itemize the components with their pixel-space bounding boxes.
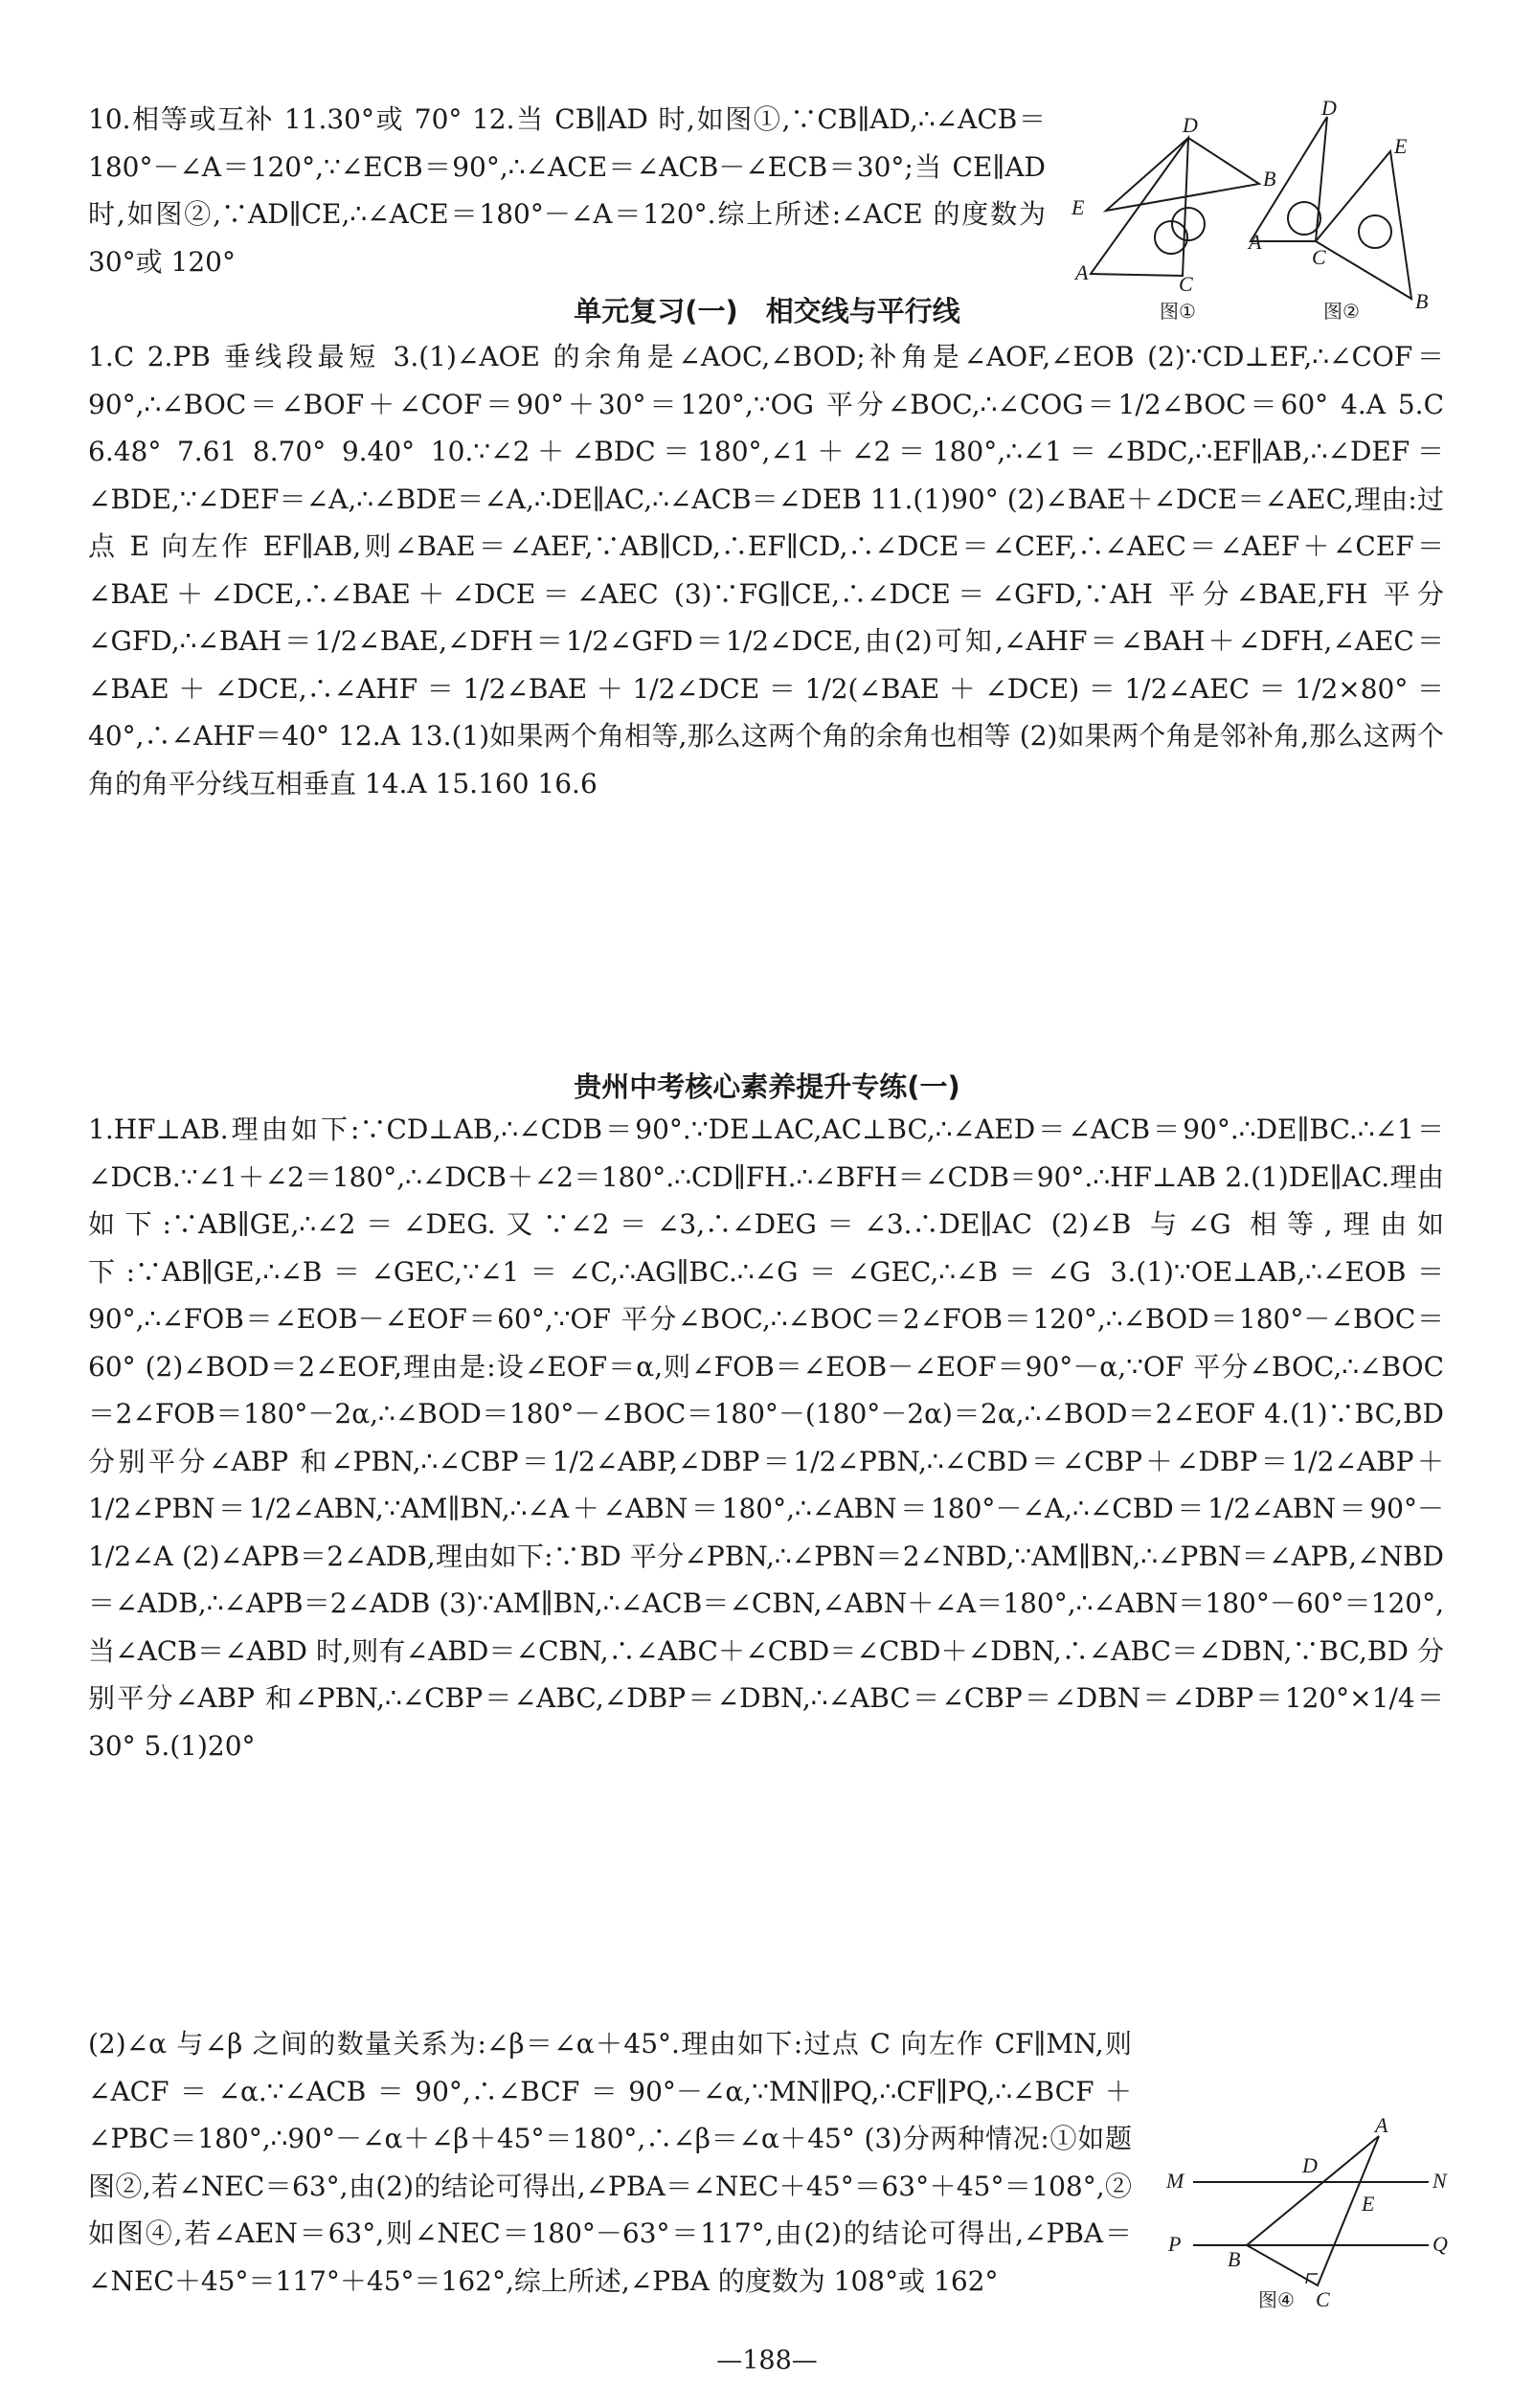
figure-4-label: E bbox=[1362, 2192, 1375, 2216]
figure-4-label: A bbox=[1375, 2113, 1388, 2137]
figure-2-label: B bbox=[1415, 289, 1429, 313]
section-heading-guizhou-practice: 贵州中考核心素养提升专练(一) bbox=[574, 1070, 960, 1103]
figure-1-triangle-a bbox=[1106, 138, 1259, 211]
figure-4 bbox=[1159, 2111, 1446, 2316]
figure-2-label: A bbox=[1249, 230, 1262, 254]
figure-2-triangle-b bbox=[1316, 151, 1411, 299]
figure-1-circle-a bbox=[1172, 208, 1205, 240]
figure-2-circle-b bbox=[1359, 215, 1391, 248]
figure-4-label: B bbox=[1228, 2247, 1241, 2271]
answers-q10-12: 10.相等或互补 11.30°或 70° 12.当 CB∥AD 时,如图①,∵CB∥AD,∴∠ACB＝180°－∠A＝120°,∵∠ECB＝90°,∴∠ACE＝∠ACB－∠ECB＝30°;当 CE∥AD 时,如图②,∵AD∥CE,∴∠ACE＝180°－∠A＝120°.综上所述:∠ACE 的度数为 30°或 120° bbox=[88, 103, 1046, 278]
answers-unit-review: 1.C 2.PB 垂线段最短 3.(1)∠AOE 的余角是∠AOC,∠BOD;补角是∠AOF,∠EOB (2)∵CD⊥EF,∴∠COF＝90°,∴∠BOC＝∠BOF＋∠COF＝90°＋30°＝120°,∵OG 平分∠BOC,∴∠COG＝1/2∠BOC＝60° 4.A 5.C 6.48° 7.61 8.70° 9.40° 10.∵∠2＋∠BDC＝180°,∠1＋∠2＝180°,∴∠1＝∠BDC,∴EF∥AB,∴∠DEF＝∠BDE,∵∠DEF＝∠A,∴∠BDE＝∠A,∴DE∥AC,∴∠ACB＝∠DEB 11.(1)90° (2)∠BAE＋∠DCE＝∠AEC,理由:过点 E 向左作 EF∥AB,则∠BAE＝∠AEF,∵AB∥CD,∴EF∥CD,∴∠DCE＝∠CEF,∴∠AEC＝∠AEF＋∠CEF＝∠BAE＋∠DCE,∴∠BAE＋∠DCE＝∠AEC (3)∵FG∥CE,∴∠DCE＝∠GFD,∵AH 平分∠BAE,FH 平分∠GFD,∴∠BAH＝1/2∠BAE,∠DFH＝1/2∠GFD＝1/2∠DCE,由(2)可知,∠AHF＝∠BAH＋∠DFH,∠AEC＝∠BAE＋∠DCE,∴∠AHF＝1/2∠BAE＋1/2∠DCE＝1/2(∠BAE＋∠DCE)＝1/2∠AEC＝1/2×80°＝40°,∴∠AHF＝40° 12.A 13.(1)如果两个角相等,那么这两个角的余角也相等 (2)如果两个角是邻补角,那么这两个角的角平分线互相垂直 14.A 15.160 16.6 bbox=[88, 341, 1444, 799]
figure-1-circle-b bbox=[1155, 221, 1187, 254]
figure-2-label: E bbox=[1394, 134, 1408, 158]
figure-2-caption: 图② bbox=[1323, 300, 1360, 323]
figure-2-label: D bbox=[1321, 96, 1337, 120]
page-number: —188— bbox=[716, 2346, 818, 2375]
figure-1-label: A bbox=[1075, 260, 1089, 284]
figure-4-label: P bbox=[1168, 2232, 1182, 2256]
figure-4-label: Q bbox=[1432, 2232, 1448, 2256]
figure-4-label: C bbox=[1316, 2287, 1330, 2311]
answers-q5-continued: (2)∠α 与∠β 之间的数量关系为:∠β＝∠α＋45°.理由如下:过点 C 向左作 CF∥MN,则∠ACF＝∠α.∵∠ACB＝90°,∴∠BCF＝90°－∠α,∵MN∥PQ,∴CF∥PQ,∴∠BCF＋∠PBC＝180°,∴90°－∠α＋∠β＋45°＝180°,∴∠β＝∠α＋45° (3)分两种情况:①如题图②,若∠NEC＝63°,由(2)的结论可得出,∠PBA＝∠NEC＋45°＝63°＋45°＝108°,②如图④,若∠AEN＝63°,则∠NEC＝180°－63°＝117°,由(2)的结论可得出,∠PBA＝∠NEC＋45°＝117°＋45°＝162°,综上所述,∠PBA 的度数为 108°或 162° bbox=[88, 2028, 1132, 2297]
figure-4-drawing bbox=[1159, 2111, 1446, 2312]
figure-4-label: D bbox=[1302, 2153, 1318, 2177]
figure-1-label: D bbox=[1183, 113, 1198, 137]
figure-2-circle-a bbox=[1288, 202, 1320, 235]
answers-guizhou-practice: 1.HF⊥AB.理由如下:∵CD⊥AB,∴∠CDB＝90°.∵DE⊥AC,AC⊥BC,∴∠AED＝∠ACB＝90°.∴DE∥BC.∴∠1＝∠DCB.∵∠1＋∠2＝180°,∴∠DCB＋∠2＝180°.∴CD∥FH.∴∠BFH＝∠CDB＝90°.∴HF⊥AB 2.(1)DE∥AC.理由如下:∵AB∥GE,∴∠2＝∠DEG.又∵∠2＝∠3,∴∠DEG＝∠3.∴DE∥AC (2)∠B 与∠G 相等,理由如下:∵AB∥GE,∴∠B＝∠GEC,∵∠1＝∠C,∴AG∥BC.∴∠G＝∠GEC,∴∠B＝∠G 3.(1)∵OE⊥AB,∴∠EOB＝90°,∴∠FOB＝∠EOB－∠EOF＝60°,∵OF 平分∠BOC,∴∠BOC＝2∠FOB＝120°,∴∠BOD＝180°－∠BOC＝60° (2)∠BOD＝2∠EOF,理由是:设∠EOF＝α,则∠FOB＝∠EOB－∠EOF＝90°－α,∵OF 平分∠BOC,∴∠BOC＝2∠FOB＝180°－2α,∴∠BOD＝180°－∠BOC＝180°－(180°－2α)＝2α,∴∠BOD＝2∠EOF 4.(1)∵BC,BD 分别平分∠ABP 和∠PBN,∴∠CBP＝1/2∠ABP,∠DBP＝1/2∠PBN,∴∠CBD＝∠CBP＋∠DBP＝1/2∠ABP＋1/2∠PBN＝1/2∠ABN,∵AM∥BN,∴∠A＋∠ABN＝180°,∴∠ABN＝180°－∠A,∴∠CBD＝1/2∠ABN＝90°－1/2∠A (2)∠APB＝2∠ADB,理由如下:∵BD 平分∠PBN,∴∠PBN＝2∠NBD,∵AM∥BN,∴∠PBN＝∠APB,∠NBD＝∠ADB,∴∠APB＝2∠ADB (3)∵AM∥BN,∴∠ACB＝∠CBN,∠ABN＋∠A＝180°,∴∠ABN＝180°－60°＝120°,当∠ACB＝∠ABD 时,则有∠ABD＝∠CBN,∴∠ABC＋∠CBD＝∠CBD＋∠DBN,∴∠ABC＝∠DBN,∵BC,BD 分别平分∠ABP 和∠PBN,∴∠CBP＝∠ABC,∠DBP＝∠DBN,∴∠ABC＝∠CBP＝∠DBN＝∠DBP＝120°×1/4＝30° 5.(1)20° bbox=[88, 1114, 1444, 1762]
figure-1-label: B bbox=[1263, 167, 1276, 191]
figure-1-caption: 图① bbox=[1160, 300, 1196, 323]
figure-4-caption: 图④ bbox=[1258, 2288, 1295, 2311]
figure-1-label: E bbox=[1072, 195, 1085, 219]
figure-4-label: N bbox=[1432, 2169, 1447, 2193]
figure-4-label: M bbox=[1166, 2169, 1184, 2193]
section-heading-unit-review: 单元复习(一) 相交线与平行线 bbox=[574, 295, 960, 327]
figure-1-triangle-b bbox=[1091, 138, 1188, 276]
figure-2-label: C bbox=[1312, 245, 1326, 269]
figure-1-label: C bbox=[1179, 272, 1193, 296]
